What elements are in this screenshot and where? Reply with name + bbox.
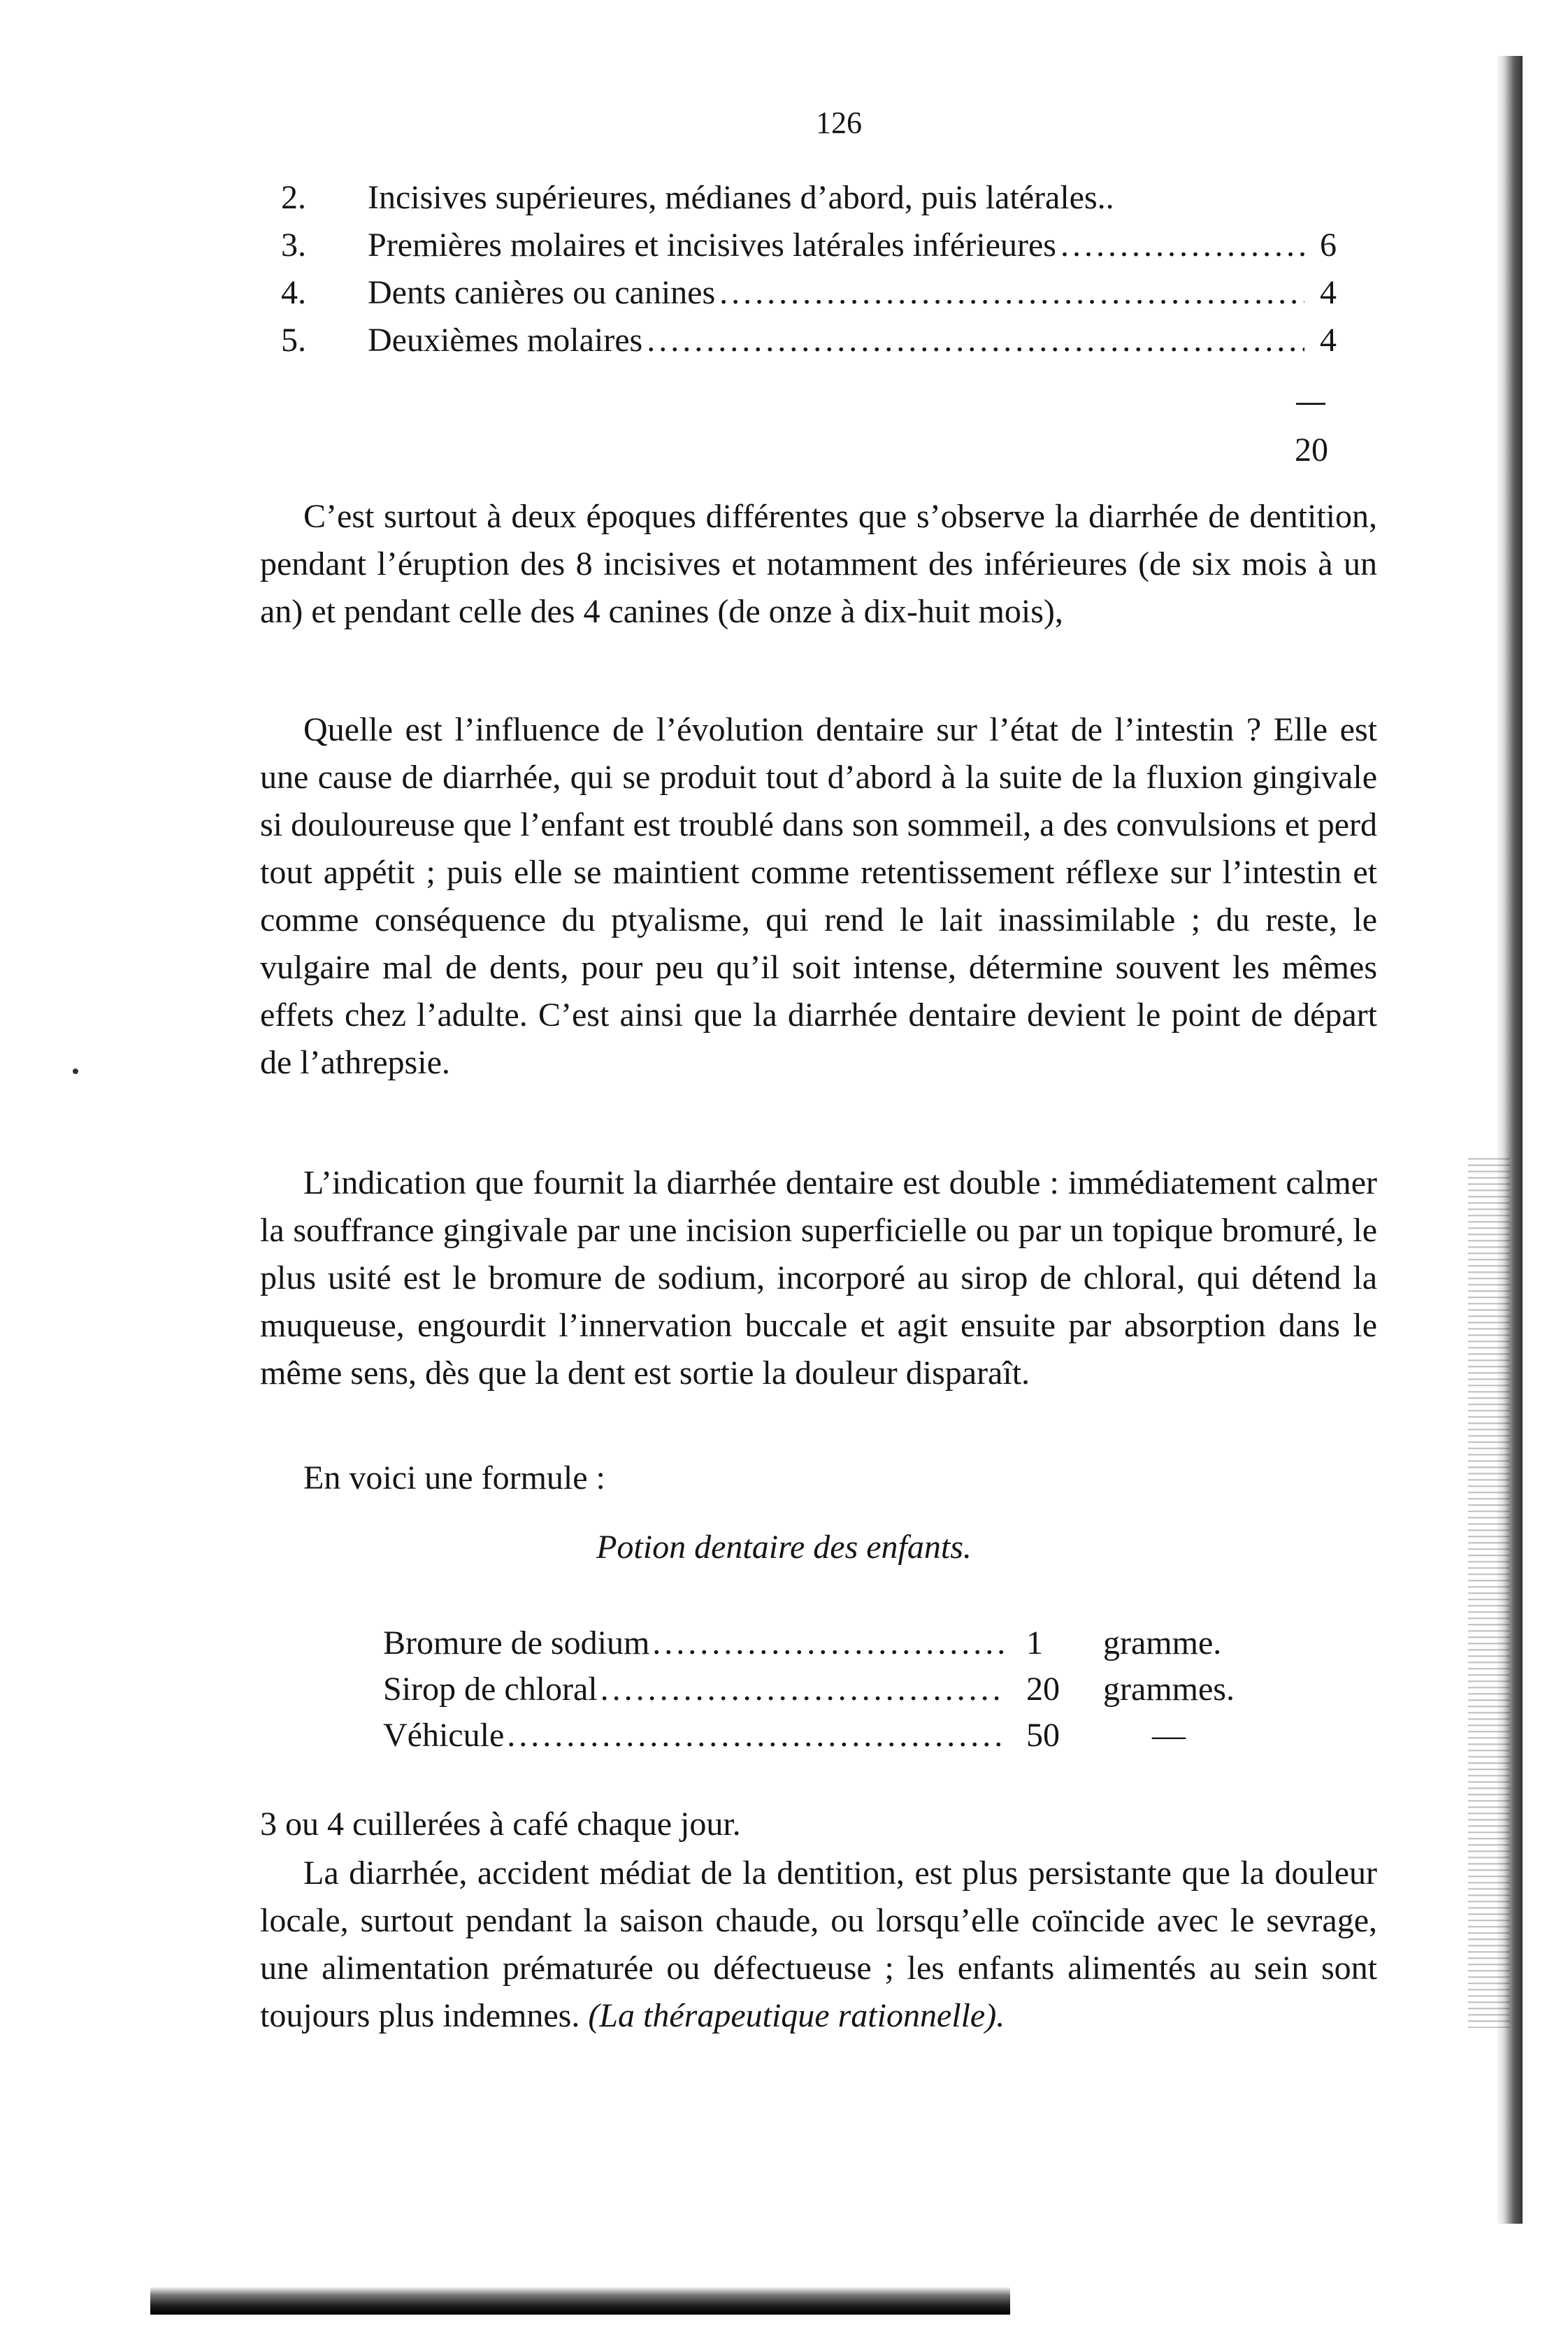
dot-leader [719,273,1304,312]
page-edge-noise [1468,1154,1510,2028]
list-item [281,226,1337,273]
dot-leader [652,1624,1005,1662]
list-item [281,273,1337,321]
dot-leader [1060,226,1304,264]
list-item-count: 4 [1320,274,1337,311]
list-item-label: Deuxièmes molaires [368,322,643,359]
formula-ingredient: Bromure de sodium [383,1624,650,1661]
list-item-label: Premières molaires et incisives latérales inférieures [368,227,1056,264]
list-item [281,321,1337,369]
dot-leader [507,1716,1005,1754]
scan-speck [73,1068,78,1074]
dot-leader [647,321,1304,359]
paragraph-3: L’indication que fournit la diarrhée dentaire est double : immédiatement calmer la souffrance gingivale par une incision superficielle ou par un topique bromuré, le plus usité est le bromure de sodium, incorporé au sirop de chloral, qui détend la muqueuse, engourdit l’innervation buccale et agit ensuite par absorption dans le même sens, dès que la dent est sortie la douleur disparaît. [260,1164,1377,1392]
paragraph-dosage: 3 ou 4 cuillerées à café chaque jour. [260,1806,741,1843]
list-item-label: Dents canières ou canines [368,274,716,311]
sum-total: 20 [1295,431,1328,469]
list-item-count: 6 [1320,227,1337,264]
dot-leader [600,1670,1005,1708]
formula-ingredient: Sirop de chloral [383,1671,598,1708]
paragraph-4: En voici une formule : [303,1459,605,1496]
list-item-number: 5. [281,322,306,359]
list-item-label: Incisives supérieures, médianes d’abord, puis latérales.. [368,179,1114,216]
formula-unit: gramme. [1103,1624,1222,1661]
paragraph-6 [260,1850,1377,2040]
formula-ingredient: Véhicule [383,1717,505,1754]
formula-title: Potion dentaire des enfants. [596,1529,972,1566]
formula-unit: — [1152,1717,1186,1754]
formula-row-left [383,1624,1005,1662]
list-item-number: 4. [281,274,306,311]
formula-row-left [383,1670,1005,1708]
list-item-number: 2. [281,179,306,216]
citation: (La thérapeutique rationnelle). [588,1997,1005,2034]
formula-quantity: 1 [1026,1624,1043,1661]
formula-row [383,1670,1264,1716]
paragraph-1: C’est surtout à deux époques différentes que s’observe la diarrhée de dentition, pendant l’éruption des 8 incisives et notamment des inférieures (de six mois à un an) et pendant celle des 4 canines (de onze à dix-huit mois), [260,498,1377,630]
formula-unit: grammes. [1103,1671,1235,1708]
list-item-count: 4 [1320,322,1337,359]
page-number: 126 [816,106,862,140]
formula-row-left [383,1716,1005,1754]
formula-quantity: 50 [1026,1717,1060,1754]
list-item-number: 3. [281,227,306,264]
formula-quantity: 20 [1026,1671,1060,1708]
formula-row [383,1624,1264,1670]
teeth-count-list [281,178,1337,369]
paragraph-2: Quelle est l’influence de l’évolution dentaire sur l’état de l’intestin ? Elle est une cause de diarrhée, qui se produit tout d’abord à la suite de la fluxion gingivale si douloureuse que l’enfant est troublé dans son sommeil, a des convulsions et perd tout appétit ; puis elle se maintient comme retentissement réflexe sur l’intestin et comme conséquence du ptyalisme, qui rend le lait inassimilable ; du reste, le vulgaire mal de dents, pour peu qu’il soit intense, détermine souvent les mêmes effets chez l’adulte. C’est ainsi que la diarrhée dentaire devient le point de départ de l’athrepsie. [260,711,1377,1081]
sum-rule [1296,403,1325,405]
list-item [281,178,1337,226]
formula-row [383,1716,1264,1762]
paragraph-6-text: La diarrhée, accident médiat de la dentition, est plus persistante que la douleur locale, surtout pendant la saison chaude, ou lorsqu’elle coïncide avec le sevrage, une alimentation prématurée ou défectueuse ; les enfants alimentés au sein sont toujours plus indemnes. [260,1854,1377,2034]
scan-bottom-bar [150,2287,1010,2315]
formula-table [383,1624,1264,1762]
